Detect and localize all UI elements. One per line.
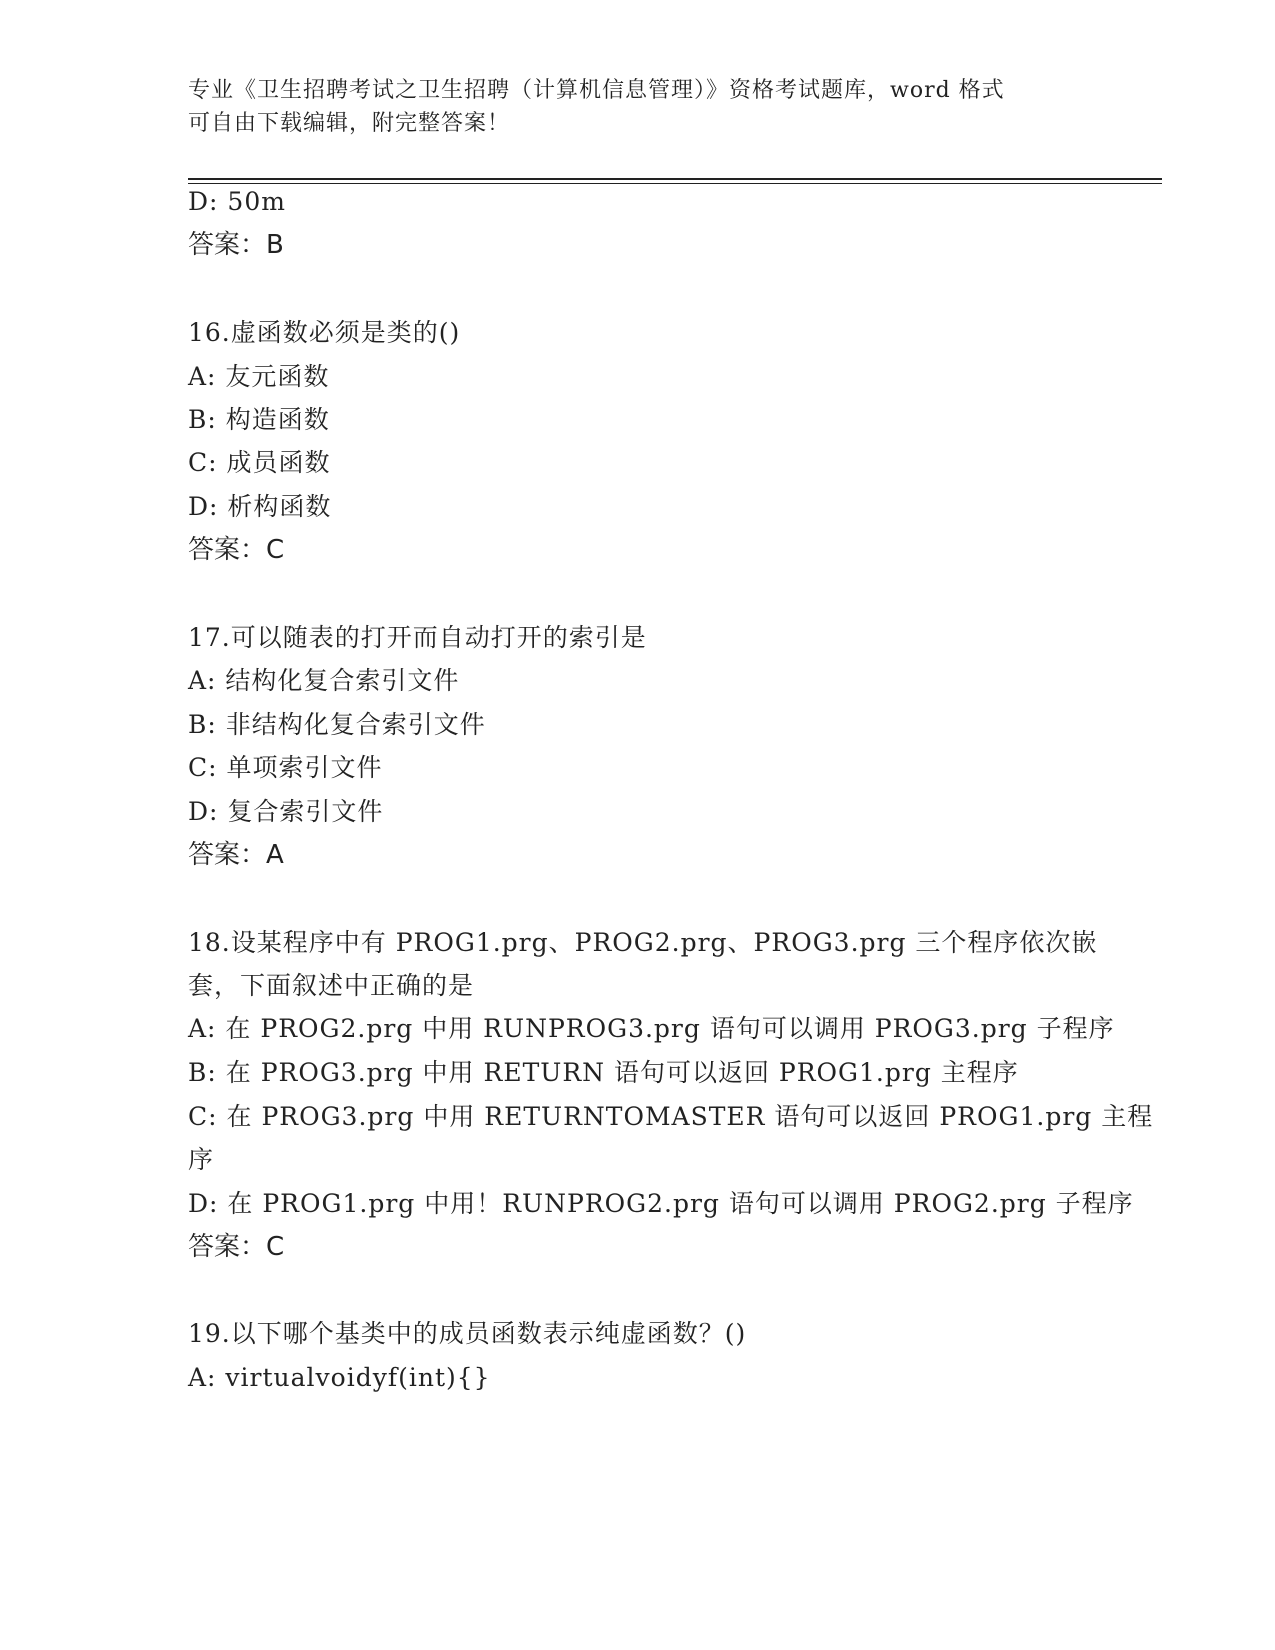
header-rule-thin: [188, 183, 1162, 184]
q17-option-d: D: 复合索引文件: [188, 797, 384, 826]
q15-option-d: D: 50m: [188, 187, 286, 216]
q17-stem: 17.可以随表的打开而自动打开的索引是: [188, 623, 647, 652]
q18-option-c-line-2: 序: [188, 1145, 215, 1174]
q16-option-a: A: 友元函数: [188, 362, 330, 391]
q18-answer: 答案：C: [188, 1232, 285, 1262]
q18-stem-line-2: 套，下面叙述中正确的是: [188, 971, 475, 1000]
header-line-2: 可自由下载编辑，附完整答案！: [188, 111, 511, 136]
q16-option-c: C: 成员函数: [188, 448, 331, 477]
q18-option-d: D: 在 PROG1.prg 中用！RUNPROG2.prg 语句可以调用 PROG2.prg 子程序: [188, 1189, 1134, 1218]
header-line-1: 专业《卫生招聘考试之卫生招聘（计算机信息管理）》资格考试题库，word 格式: [188, 78, 1005, 103]
q18-option-a: A: 在 PROG2.prg 中用 RUNPROG3.prg 语句可以调用 PROG3.prg 子程序: [188, 1014, 1115, 1043]
q16-stem: 16.虚函数必须是类的(): [188, 318, 461, 347]
q15-answer: 答案：B: [188, 230, 284, 260]
q19-stem: 19.以下哪个基类中的成员函数表示纯虚函数？(): [188, 1319, 747, 1348]
q17-option-a: A: 结构化复合索引文件: [188, 666, 460, 695]
document-header: [188, 74, 1088, 140]
header-rule-thick: [188, 178, 1162, 180]
q18-option-c-line-1: C: 在 PROG3.prg 中用 RETURNTOMASTER 语句可以返回 PROG1.prg 主程: [188, 1102, 1154, 1131]
q16-answer: 答案：C: [188, 535, 285, 565]
q18-stem-line-1: 18.设某程序中有 PROG1.prg、PROG2.prg、PROG3.prg 三个程序依次嵌: [188, 928, 1098, 957]
q18-option-b: B: 在 PROG3.prg 中用 RETURN 语句可以返回 PROG1.prg 主程序: [188, 1058, 1019, 1087]
q17-option-c: C: 单项索引文件: [188, 753, 383, 782]
q17-answer: 答案：A: [188, 840, 284, 870]
q16-option-b: B: 构造函数: [188, 405, 330, 434]
q16-option-d: D: 析构函数: [188, 492, 332, 521]
q17-option-b: B: 非结构化复合索引文件: [188, 710, 486, 739]
q19-option-a: A: virtualvoidyf(int){}: [188, 1363, 491, 1392]
